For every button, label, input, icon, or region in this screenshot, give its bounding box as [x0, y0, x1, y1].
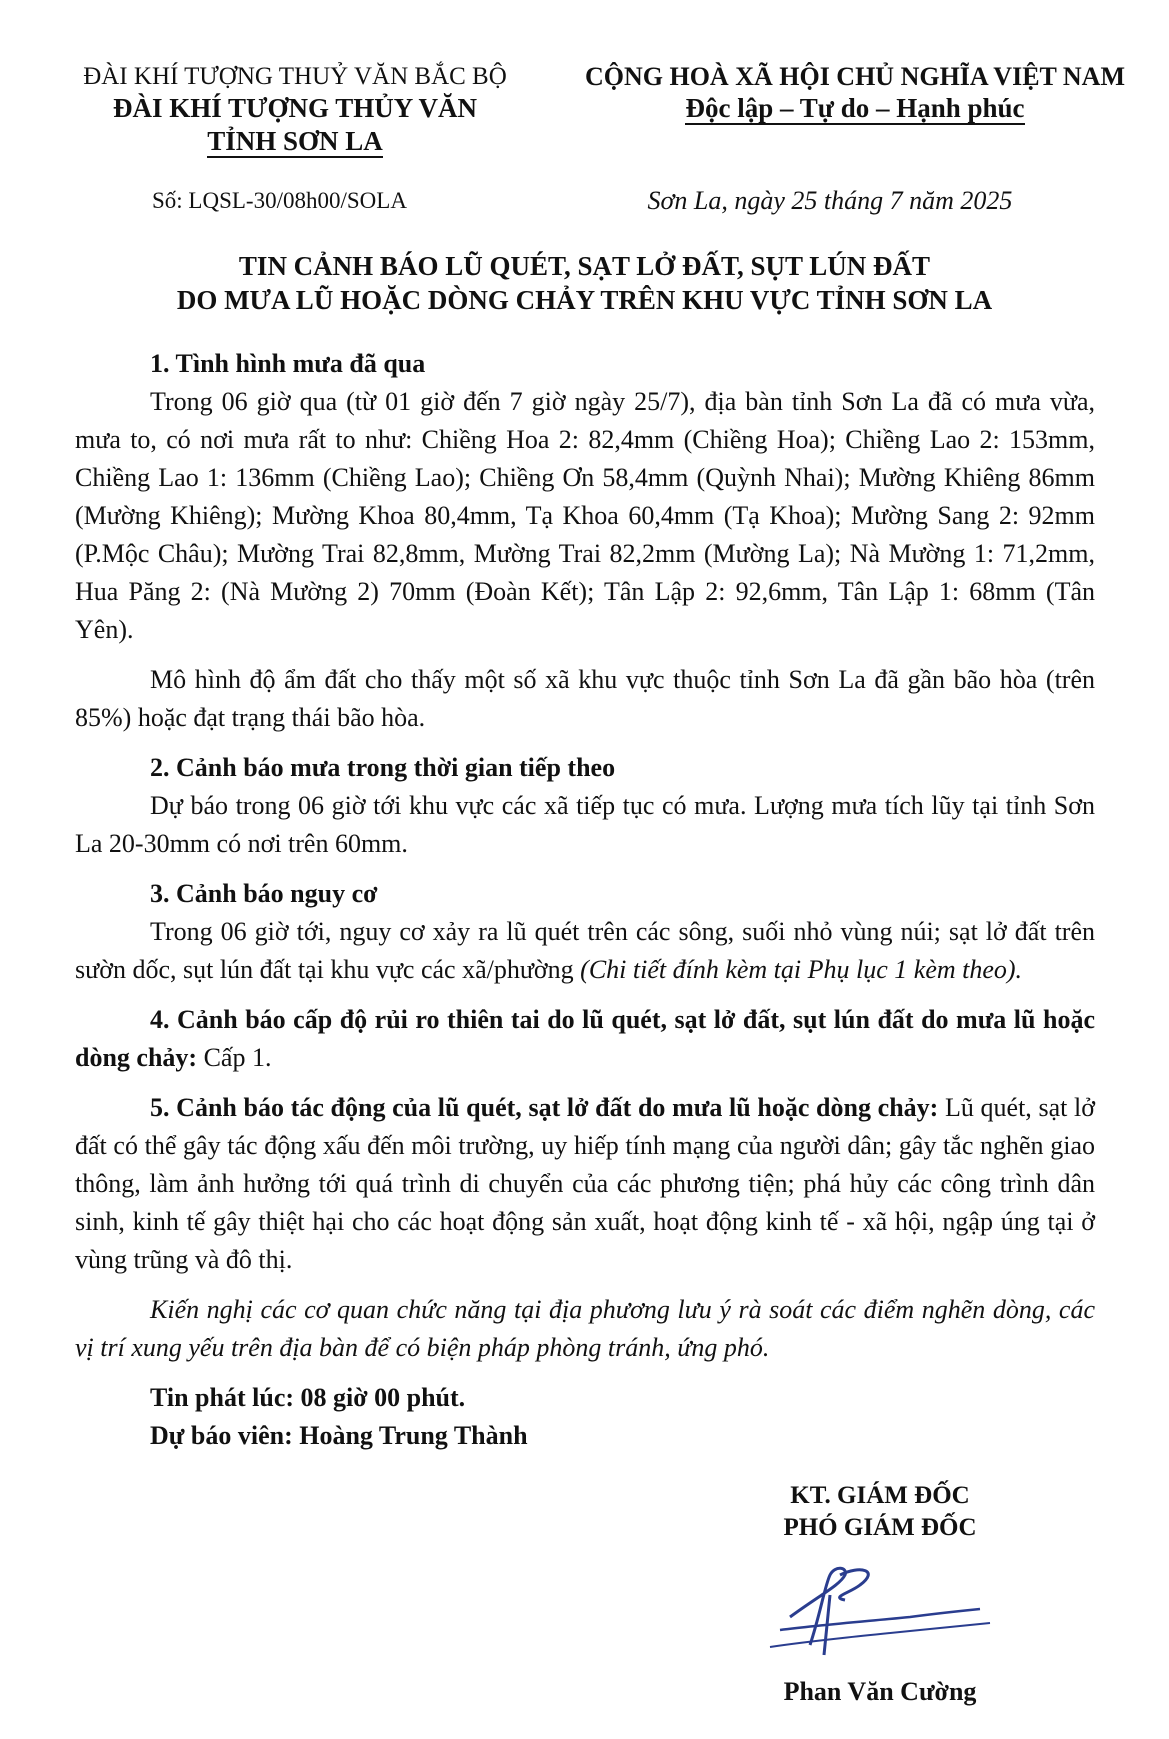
signer-name: Phan Văn Cường	[783, 1677, 977, 1706]
document-date: Sơn La, ngày 25 tháng 7 năm 2025	[647, 186, 1013, 215]
agency-line-2: ĐÀI KHÍ TƯỢNG THỦY VĂN	[112, 93, 478, 123]
section-5-heading: 5. Cảnh báo tác động của lũ quét, sạt lở đất do mưa lũ hoặc dòng chảy:	[150, 1093, 939, 1122]
document-body	[75, 345, 1095, 1455]
forecaster: Dự báo viên: Hoàng Trung Thành	[150, 1421, 528, 1450]
agency-line-1: ĐÀI KHÍ TƯỢNG THUỶ VĂN BẮC BỘ	[83, 63, 507, 90]
section-5-paragraph	[75, 1089, 1095, 1279]
section-1-paragraph-2: Mô hình độ ẩm đất cho thấy một số xã khu vực thuộc tỉnh Sơn La đã gần bão hòa (trên 85%) hoặc đạt trạng thái bão hòa.	[75, 665, 1095, 732]
section-5-text: Lũ quét, sạt lở đất có thể gây tác động xấu đến môi trường, uy hiếp tính mạng của người dân; gây tắc nghẽn giao thông, làm ảnh hưởng tới quá trình di chuyển của các phương tiện; phá hủy các công trình dân sinh, kinh tế gây thiệt hại cho các hoạt động sản xuất, hoạt động kinh tế - xã hội, ngập úng tại ở vùng trũng và đô thị.	[75, 1093, 1095, 1274]
handwritten-signature	[750, 1555, 1000, 1675]
section-2-heading: 2. Cảnh báo mưa trong thời gian tiếp theo	[150, 753, 616, 782]
agency-line-3: TỈNH SƠN LA	[207, 126, 383, 156]
document-number: Số: LQSL-30/08h00/SOLA	[152, 188, 407, 213]
issued-time: Tin phát lúc: 08 giờ 00 phút.	[150, 1383, 466, 1412]
section-3-annex-note: (Chi tiết đính kèm tại Phụ lục 1 kèm theo).	[580, 955, 1023, 984]
section-4-heading: 4. Cảnh báo cấp độ rủi ro thiên tai do lũ quét, sạt lở đất, sụt lún đất do mưa lũ hoặc dòng chảy:	[75, 1005, 1095, 1072]
section-2-paragraph: Dự báo trong 06 giờ tới khu vực các xã tiếp tục có mưa. Lượng mưa tích lũy tại tỉnh Sơn La 20-30mm có nơi trên 60mm.	[75, 791, 1095, 858]
document-title	[60, 249, 1109, 317]
sign-line-2: PHÓ GIÁM ĐỐC	[783, 1514, 977, 1541]
nation-line-1: CỘNG HOÀ XÃ HỘI CHỦ NGHĨA VIỆT NAM	[584, 62, 1126, 91]
title-line-1: TIN CẢNH BÁO LŨ QUÉT, SẠT LỞ ĐẤT, SỤT LÚN ĐẤT	[238, 251, 931, 281]
sign-line-1: KT. GIÁM ĐỐC	[790, 1482, 970, 1509]
section-3-text: Trong 06 giờ tới, nguy cơ xảy ra lũ quét trên các sông, suối nhỏ vùng núi; sạt lở đất trên sườn dốc, sụt lún đất tại khu vực các xã/phường	[75, 917, 1095, 984]
section-3-heading: 3. Cảnh báo nguy cơ	[150, 879, 378, 908]
section-1-heading: 1. Tình hình mưa đã qua	[150, 349, 426, 378]
section-3-paragraph	[75, 913, 1095, 989]
signature-title	[720, 1480, 1040, 1544]
issuing-agency	[50, 62, 540, 158]
nation-line-2: Độc lập – Tự do – Hạnh phúc	[685, 93, 1025, 123]
title-line-2: DO MƯA LŨ HOẶC DÒNG CHẢY TRÊN KHU VỰC TỈNH SƠN LA	[176, 285, 993, 315]
section-4-paragraph	[75, 1001, 1095, 1077]
recommendation: Kiến nghị các cơ quan chức năng tại địa phương lưu ý rà soát các điểm nghẽn dòng, các vị trí xung yếu trên địa bàn để có biện pháp phòng tránh, ứng phó.	[75, 1295, 1095, 1362]
section-1-paragraph-1: Trong 06 giờ qua (từ 01 giờ đến 7 giờ ngày 25/7), địa bàn tỉnh Sơn La đã có mưa vừa, mưa to, có nơi mưa rất to như: Chiềng Hoa 2: 82,4mm (Chiềng Hoa); Chiềng Lao 2: 153mm, Chiềng Lao 1: 136mm (Chiềng Lao); Chiềng Ơn 58,4mm (Quỳnh Nhai); Mường Khiêng 86mm (Mường Khiêng); Mường Khoa 80,4mm, Tạ Khoa 60,4mm (Tạ Khoa); Mường Sang 2: 92mm (P.Mộc Châu); Mường Trai 82,8mm, Mường Trai 82,2mm (Mường La); Nà Mường 1: 71,2mm, Hua Păng 2: (Nà Mường 2) 70mm (Đoàn Kết); Tân Lập 2: 92,6mm, Tân Lập 1: 68mm (Tân Yên).	[75, 387, 1095, 644]
national-motto	[555, 62, 1155, 125]
section-4-value: Cấp 1.	[203, 1043, 272, 1072]
